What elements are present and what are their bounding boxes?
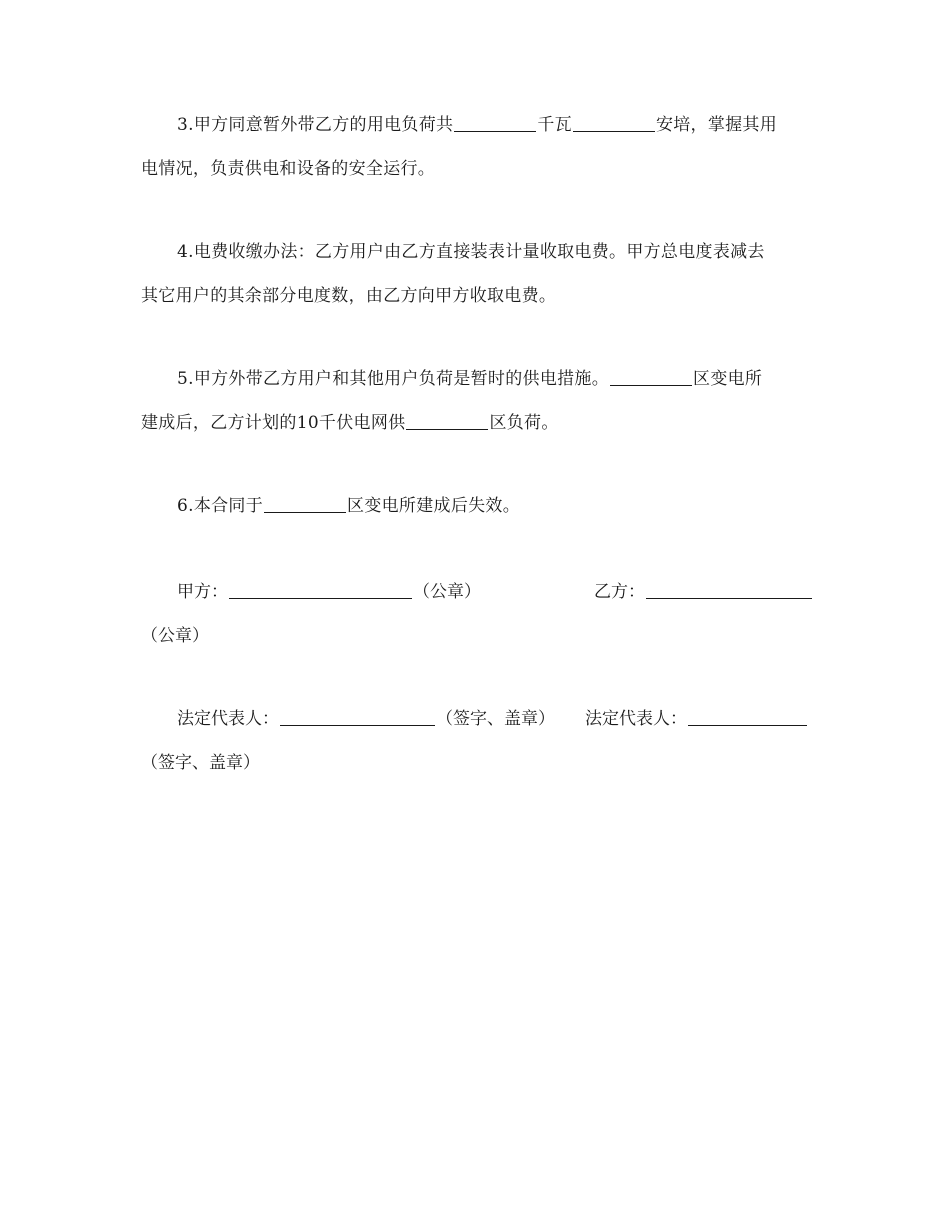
clause-6 <box>141 484 813 528</box>
rep-a-signature-blank[interactable] <box>280 708 435 726</box>
party-b-part <box>594 570 813 614</box>
clause-3 <box>141 103 813 191</box>
clause-3-line-1 <box>141 103 813 147</box>
clause-5-text-c: 建成后，乙方计划的10千伏电网供 <box>141 413 406 433</box>
clause-5-text-b: 区变电所 <box>693 369 763 389</box>
load-ampere-blank[interactable] <box>573 114 655 132</box>
representative-signature-block <box>141 697 813 785</box>
clause-5-line-2 <box>141 401 813 445</box>
expiry-substation-blank[interactable] <box>264 495 346 513</box>
party-b-name-blank[interactable] <box>646 581 812 599</box>
clause-3-text-c: 安培，掌握其用 <box>655 115 778 135</box>
clause-6-text-a: 6.本合同于 <box>177 496 264 516</box>
party-signature-block <box>141 570 813 658</box>
party-b-label: 乙方： <box>594 582 645 602</box>
clause-6-line-1 <box>141 484 813 528</box>
rep-b-part <box>585 697 808 741</box>
clause-4 <box>141 230 813 318</box>
party-b-seal-label: （公章） <box>141 626 209 646</box>
clause-5 <box>141 357 813 445</box>
clause-3-text-a: 3.甲方同意暂外带乙方的用电负荷共 <box>177 115 454 135</box>
clause-4-line-1: 4.电费收缴办法：乙方用户由乙方直接装表计量收取电费。甲方总电度表减去 <box>177 242 765 262</box>
rep-b-label: 法定代表人： <box>585 709 687 729</box>
supply-area-blank[interactable] <box>406 412 488 430</box>
clause-3-line-2: 电情况，负责供电和设备的安全运行。 <box>141 159 436 179</box>
party-a-seal-label: （公章） <box>413 582 481 602</box>
clause-5-text-d: 区负荷。 <box>489 413 559 433</box>
representative-signature-line <box>141 697 813 741</box>
clause-4-line-2: 其它用户的其余部分电度数，由乙方向甲方收取电费。 <box>141 286 557 306</box>
party-signature-line <box>141 570 813 614</box>
clause-5-text-a: 5.甲方外带乙方用户和其他用户负荷是暂时的供电措施。 <box>177 369 610 389</box>
rep-b-signature-blank[interactable] <box>688 708 807 726</box>
load-kw-blank[interactable] <box>454 114 536 132</box>
rep-b-sign-label: （签字、盖章） <box>141 753 260 773</box>
party-a-name-blank[interactable] <box>229 581 412 599</box>
rep-a-sign-label: （签字、盖章） <box>436 709 555 729</box>
clause-6-text-b: 区变电所建成后失效。 <box>347 496 521 516</box>
substation-name-blank[interactable] <box>610 368 692 386</box>
clause-5-line-1 <box>141 357 813 401</box>
clause-3-text-b: 千瓦 <box>537 115 572 135</box>
party-a-label: 甲方： <box>177 582 228 602</box>
rep-a-label: 法定代表人： <box>177 709 279 729</box>
